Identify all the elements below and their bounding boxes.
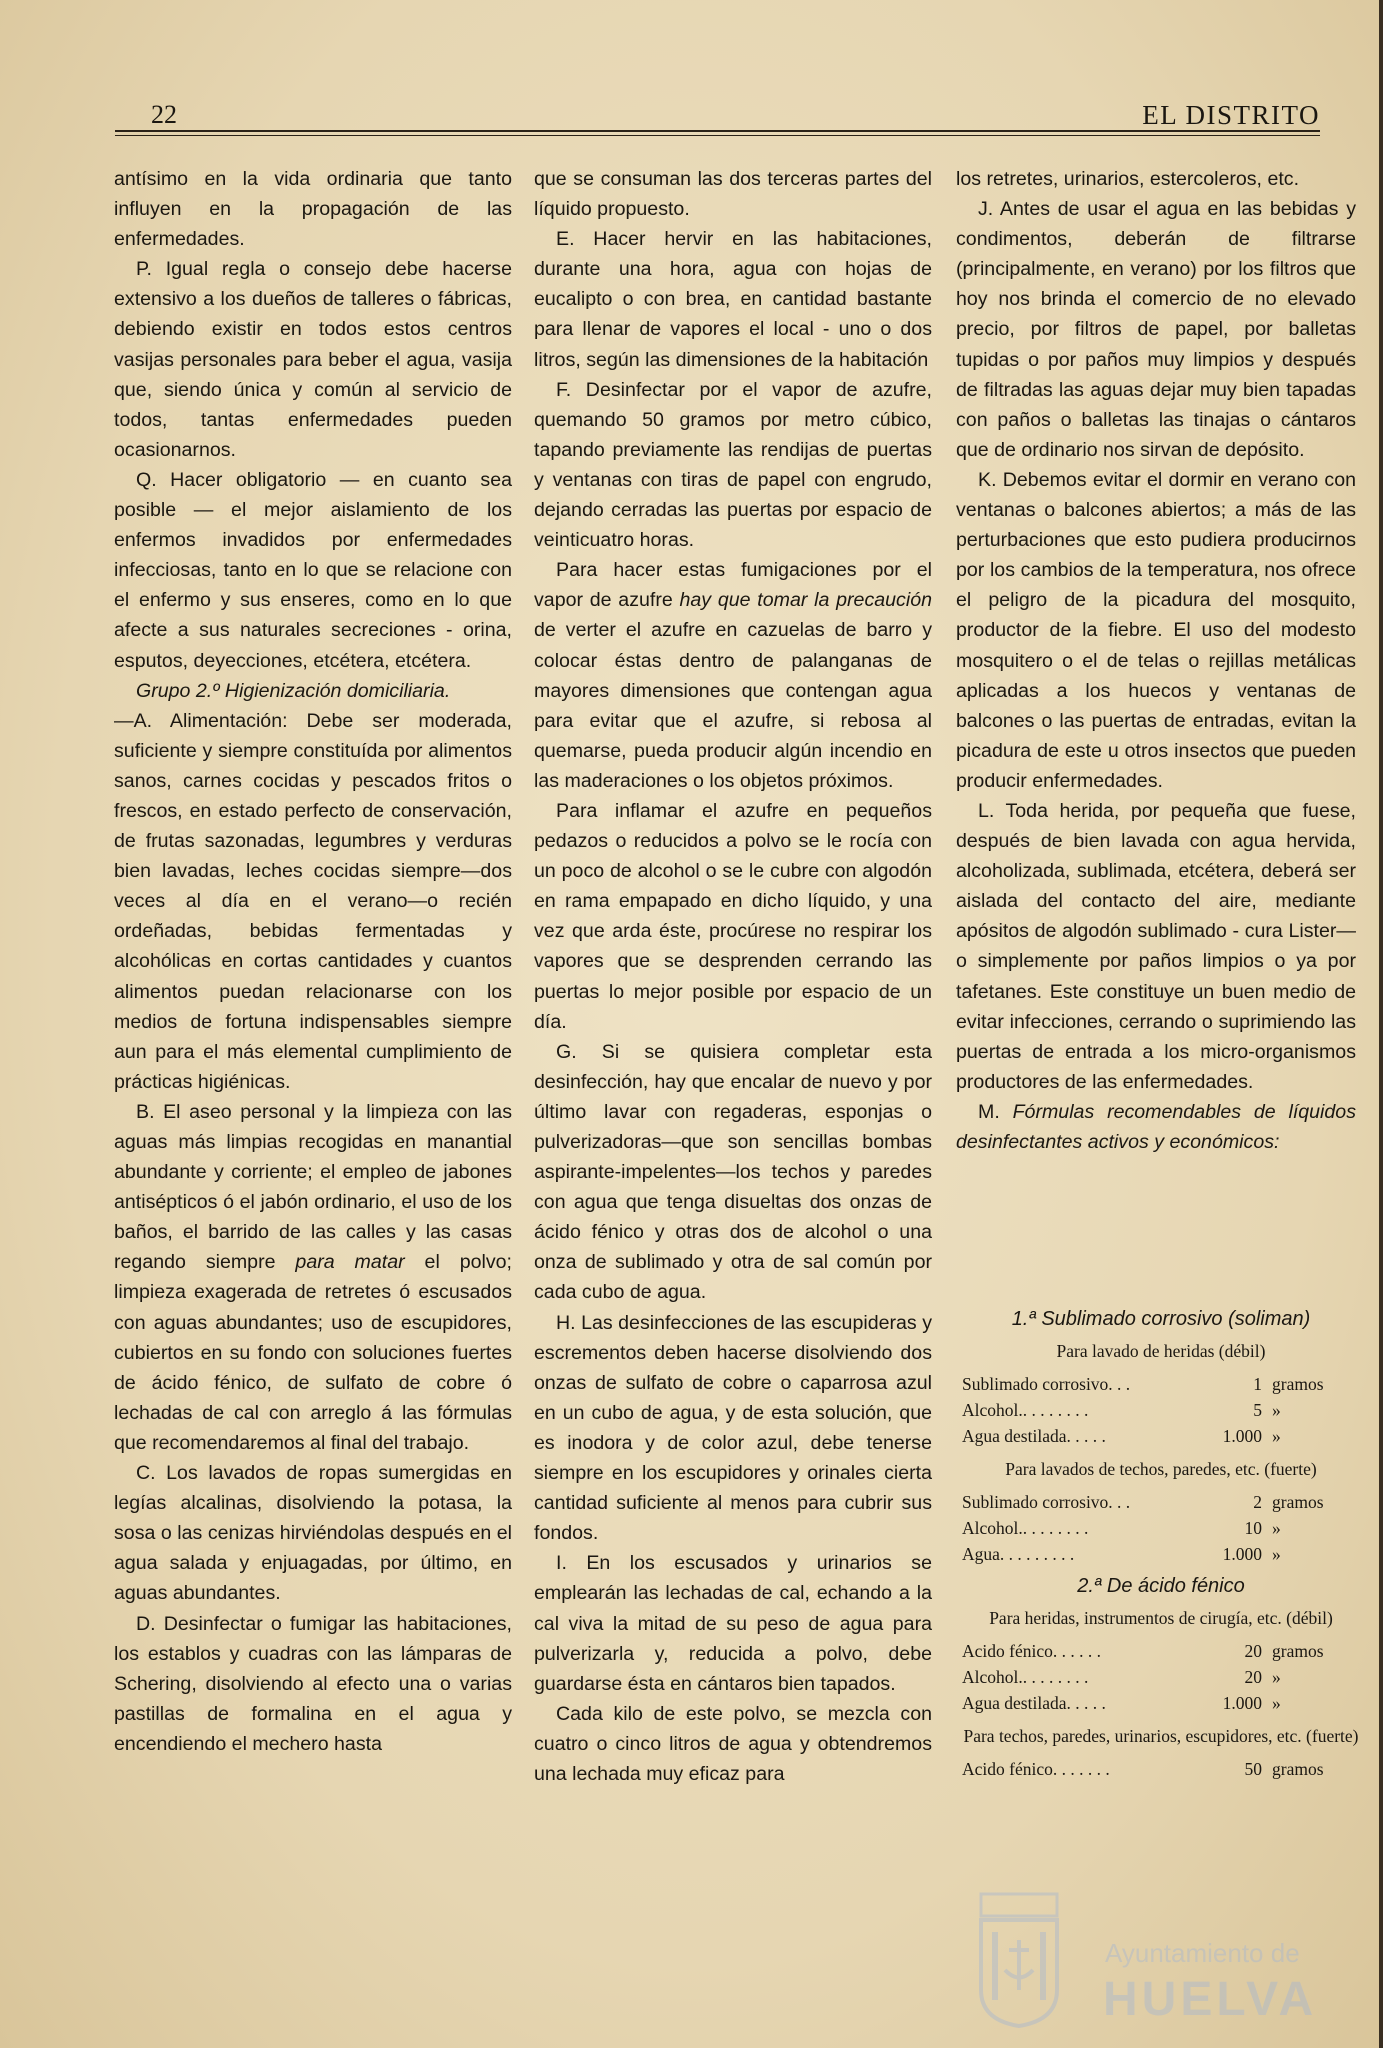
watermark-line-2: HUELVA <box>1103 1973 1318 2026</box>
ingredient-quantity: 50 <box>1244 1759 1262 1779</box>
paragraph-sulfur: Para inflamar el azufre en pequeños pedazos o reducidos a polvo se le rocía con un poco de alcohol o se le cubre con algodón en rama empapado en dicho líquido, y una vez que arda éste, procúrese no respirar los vapores que se desprenden cerrando las puertas lo mejor posible por espacio de un día. <box>534 799 932 1033</box>
ingredient-name: Sublimado corrosivo. . . <box>962 1374 1131 1394</box>
formula-row <box>962 1371 1356 1397</box>
paragraph-p: P. Igual regla o consejo debe hacerse extensivo a los dueños de talleres o fábricas, debiendo existir en todos estos centros vasijas personales para beber el agua, vasija que, siendo única y común al servicio de todos, tantas enfermedades pueden ocasionarnos. <box>114 258 512 461</box>
formula-row <box>962 1756 1356 1782</box>
paragraph-j: J. Antes de usar el agua en las bebidas y condimentos, deberán de filtrarse (principalmente, en verano) por los filtros que hoy nos brinda el comercio de no elevado precio, por filtros de papel, por balletas tupidas o por paños muy limpios y después de filtradas las aguas dejar muy bien tapadas con paños o balletas las tinajas o cántaros que de ordinario nos sirvan de depósito. <box>956 198 1356 461</box>
header-rule-thin <box>115 135 1320 136</box>
paragraph-a: —A. Alimentación: Debe ser moderada, suficiente y siempre constituída por alimentos sanos, carnes cocidas y pescados fritos o frescos, en estado perfecto de conservación, de frutas sazonadas, legumbres y verduras bien lavadas, leches cocidas siempre—dos veces al día en el verano—o recién ordeñadas, bebidas fermentadas y alcohólicas en cortas cantidades y cuantos alimentos puedan relacionarse con los medios de fortuna indispensables siempre aun para el más elemental cumplimiento de prácticas higiénicas. <box>114 709 512 1093</box>
ingredient-quantity: 20 <box>1244 1667 1262 1687</box>
ingredient-quantity: 1 <box>1253 1374 1262 1394</box>
ingredient-unit: gramos <box>1272 1374 1324 1394</box>
formula-row <box>962 1397 1356 1423</box>
ingredient-name: Acido fénico. . . . . . <box>962 1641 1101 1661</box>
formula-table <box>962 1756 1360 1782</box>
paragraph-e: E. Hacer hervir en las habitaciones, durante una hora, agua con hojas de eucalipto o con brea, en cantidad bastante para llenar de vapores el local - uno o dos litros, según las dimensiones de la habitación <box>534 228 932 371</box>
formula-row <box>962 1690 1356 1716</box>
paragraph: que se consuman las dos terceras partes del líquido propuesto. <box>534 168 932 221</box>
city-shield-icon <box>975 1890 1063 2028</box>
ingredient-unit: gramos <box>1272 1492 1324 1512</box>
ingredient-name: Agua destilada. . . . . <box>962 1693 1106 1713</box>
paragraph-lime: Cada kilo de este polvo, se mezcla con cuatro o cinco litros de agua y obtendremos una lechada muy eficaz para <box>534 1702 932 1785</box>
paragraph-q: Q. Hacer obligatorio — en cuanto sea posible — el mejor aislamiento de los enfermos invadidos por enfermedades infecciosas, tanto en lo que se relacione con el enfermo y sus enseres, como en lo que afecte a sus naturales secreciones - orina, esputos, deyecciones, etcétera, etcétera. <box>114 468 512 672</box>
header-rule <box>115 130 1320 132</box>
paragraph-b: B. El aseo personal y la limpieza con las aguas más limpias recogidas en manantial abundante y corriente; el empleo de jabones antisépticos ó el jabón ordinario, el uso de los baños, el barrido de las calles y las casas regando siempre para matar el polvo; limpieza exagerada de retretes ó escusados con aguas abundantes; uso de escupidores, cubiertos en su fondo con soluciones fuertes de ácido fénico, de sulfato de cobre ó lechadas de cal con arreglo á las fórmulas que recomendaremos al final del trabajo. <box>114 1100 512 1454</box>
formula-subtitle: Para lavado de heridas (débil) <box>1056 1341 1266 1361</box>
formula-table <box>962 1638 1360 1716</box>
journal-title: EL DISTRITO <box>1142 100 1320 130</box>
paragraph: antísimo en la vida ordinaria que tanto influyen en la propagación de las enfermedades. <box>114 168 512 251</box>
formula-title-1: 1.ª Sublimado corrosivo (soliman) <box>1011 1308 1311 1330</box>
ingredient-quantity: 1.000 <box>1222 1693 1262 1713</box>
ingredient-unit: » <box>1272 1667 1281 1687</box>
paragraph: los retretes, urinarios, estercoleros, etc. <box>956 168 1300 190</box>
paragraph-f: F. Desinfectar por el vapor de azufre, quemando 50 gramos por metro cúbico, tapando previamente las rendijas de puertas y ventanas con tiras de papel con engrudo, dejando cerradas las puertas por espacio de veinticuatro horas. <box>534 378 932 552</box>
formula-subtitle: Para heridas, instrumentos de cirugía, etc. (débil) <box>989 1608 1333 1628</box>
watermark <box>975 1890 1335 2040</box>
ingredient-unit: » <box>1272 1400 1281 1420</box>
ingredient-quantity: 20 <box>1244 1641 1262 1661</box>
ingredient-name: Agua. . . . . . . . . <box>962 1544 1075 1564</box>
paragraph-k: K. Debemos evitar el dormir en verano con ventanas o balcones abiertos; a más de las perturbaciones que esto pudiera producirnos por los cambios de la temperatura, nos ofrece el peligro de la picadura del mosquito, productor de la fiebre. El uso del modesto mosquitero o el de telas o rejillas metálicas aplicadas a los huecos y ventanas de balcones o las puertas de entradas, evitan la picadura de este u otros insectos que pueden producir enfermedades. <box>956 468 1356 792</box>
formula-row <box>962 1489 1356 1515</box>
page-edge <box>1379 0 1383 2048</box>
text-column-2 <box>534 164 932 1789</box>
ingredient-name: Alcohol.. . . . . . . . <box>962 1400 1089 1420</box>
paragraph-i: I. En los escusados y urinarios se emplearán las lechadas de cal, echando a la cal viva la mitad de su peso de agua para pulverizarla y, reducida a polvo, debe guardarse ésta en cántaros bien tapados. <box>534 1552 932 1695</box>
paragraph-m: M. Fórmulas recomendables de líquidos desinfectantes activos y económicos: <box>956 1100 1356 1153</box>
page-header <box>115 100 1320 134</box>
watermark-line-1: Ayuntamiento de <box>1105 1938 1300 1968</box>
formula-title-2: 2.ª De ácido fénico <box>1077 1575 1245 1597</box>
ingredient-quantity: 5 <box>1253 1400 1262 1420</box>
section-heading: Grupo 2.º Higienización domiciliaria. <box>136 679 451 702</box>
ingredient-name: Alcohol.. . . . . . . . <box>962 1518 1089 1538</box>
ingredient-name: Agua destilada. . . . . <box>962 1426 1106 1446</box>
paragraph-h: H. Las desinfecciones de las escupideras y escrementos deben hacerse disolviendo dos onzas de sulfato de cobre o caparrosa azul en un cubo de agua, y de esta solución, que es inodora y de color azul, debe tenerse siempre en los escupidores y orinales cierta cantidad suficiente al menos para cubrir sus fondos. <box>534 1311 932 1545</box>
paragraph-c: C. Los lavados de ropas sumergidas en legías alcalinas, disolviendo la potasa, la sosa o las cenizas hirviéndolas después en el agua salada y enjuagadas, por último, en aguas abundantes. <box>114 1462 512 1605</box>
formula-table <box>962 1489 1360 1567</box>
ingredient-name: Acido fénico. . . . . . . <box>962 1759 1110 1779</box>
formula-table <box>962 1371 1360 1449</box>
ingredient-unit: » <box>1272 1544 1281 1564</box>
formula-row <box>962 1515 1356 1541</box>
formula-row <box>962 1423 1356 1449</box>
formula-row <box>962 1664 1356 1690</box>
paragraph-l: L. Toda herida, por pequeña que fuese, después de bien lavada con agua hervida, alcoholizada, sublimada, etcétera, deberá ser aislada del contacto del aire, mediante apósitos de algodón sublimado - cura Lister—o simplemente por paños limpios o ya por tafetanes. Este constituye un buen medio de evitar infecciones, cerrando o suprimiendo las puertas de entrada a los micro-organismos productores de las enfermedades. <box>956 799 1356 1093</box>
text-column-1 <box>114 164 512 1759</box>
formulas-block <box>962 1308 1360 1782</box>
formula-subtitle: Para lavados de techos, paredes, etc. (fuerte) <box>1005 1459 1317 1479</box>
ingredient-name: Sublimado corrosivo. . . <box>962 1492 1131 1512</box>
ingredient-unit: gramos <box>1272 1759 1324 1779</box>
ingredient-unit: » <box>1272 1426 1281 1446</box>
ingredient-quantity: 1.000 <box>1222 1426 1262 1446</box>
ingredient-unit: » <box>1272 1693 1281 1713</box>
ingredient-unit: gramos <box>1272 1641 1324 1661</box>
page-number: 22 <box>151 100 177 129</box>
formula-row <box>962 1541 1356 1567</box>
ingredient-quantity: 2 <box>1253 1492 1262 1512</box>
paragraph-d: D. Desinfectar o fumigar las habitaciones, los establos y cuadras con las lámparas de Schering, disolviendo al efecto una o varias pastillas de formalina en el agua y encendiendo el mechero hasta <box>114 1612 512 1755</box>
text-column-3 <box>956 164 1356 1157</box>
ingredient-name: Alcohol.. . . . . . . . <box>962 1667 1089 1687</box>
ingredient-unit: » <box>1272 1518 1281 1538</box>
formula-subtitle: Para techos, paredes, urinarios, escupidores, etc. (fuerte) <box>963 1726 1359 1746</box>
paragraph-g: G. Si se quisiera completar esta desinfección, hay que encalar de nuevo y por último lavar con regaderas, esponjas o pulverizadoras—que son sencillas bombas aspirante-impelentes—los techos y paredes con agua que tenga disueltas dos onzas de ácido fénico y otras dos de alcohol o una onza de sublimado y otra de sal común por cada cubo de agua. <box>534 1040 932 1304</box>
formula-row <box>962 1638 1356 1664</box>
paragraph-fumigation: Para hacer estas fumigaciones por el vapor de azufre hay que tomar la precaución de verter el azufre en cazuelas de barro y colocar éstas dentro de palanganas de mayores dimensiones que contengan agua para evitar que el azufre, si rebosa al quemarse, pueda producir algún incendio en las maderaciones o los objetos próximos. <box>534 559 932 792</box>
ingredient-quantity: 10 <box>1244 1518 1262 1538</box>
ingredient-quantity: 1.000 <box>1222 1544 1262 1564</box>
